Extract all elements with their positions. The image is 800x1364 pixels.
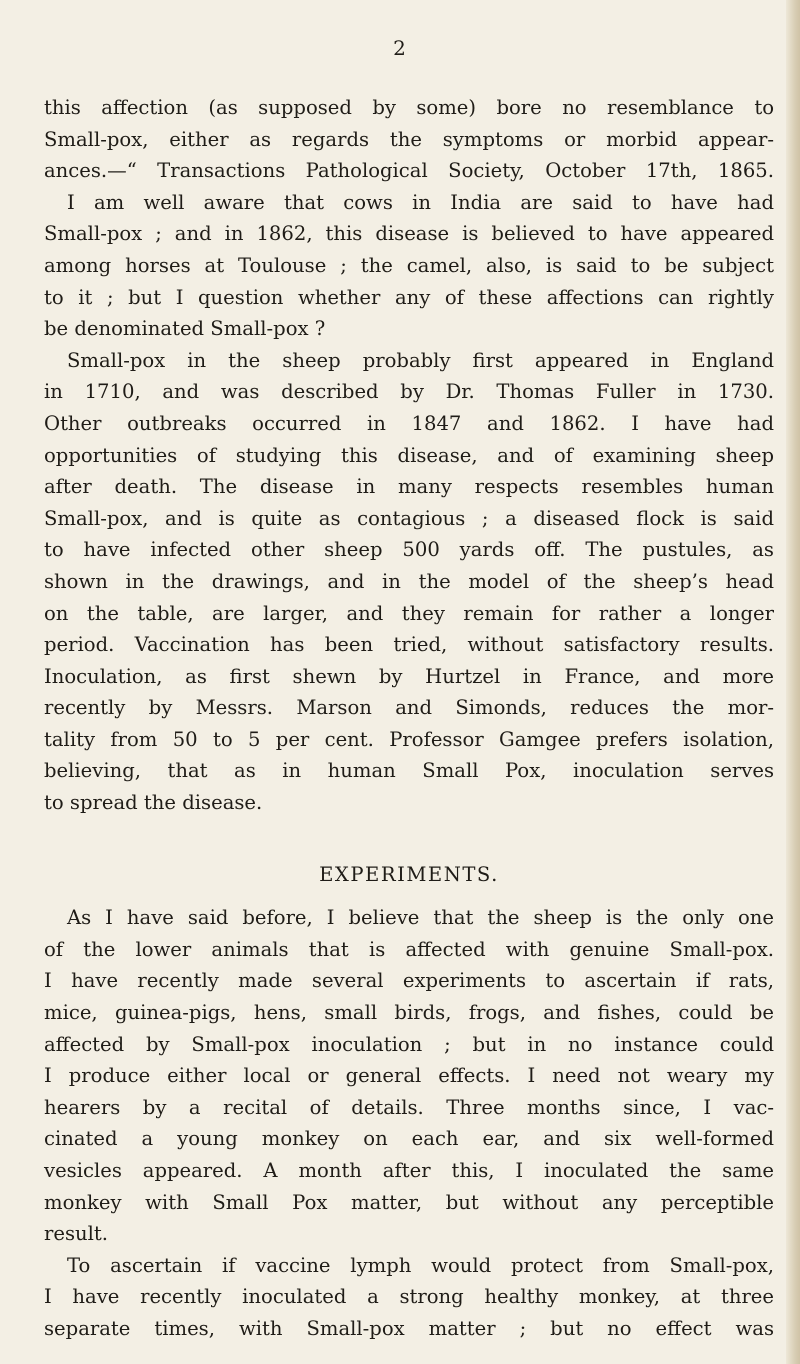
text-line: this affection (as supposed by some) bore no resemblance to [44,96,774,119]
spacer [44,819,774,859]
text-line: recently by Messrs. Marson and Simonds, reduces the mor- [44,696,774,720]
text-line: in 1710, and was described by Dr. Thomas Fuller in 1730. [44,380,774,404]
text-line: period. Vaccination has been tried, without satisfactory results. [44,633,774,657]
text-line: to spread the disease. [44,791,263,815]
paragraph-4 [44,1250,774,1345]
text-line: Small-pox, and is quite as contagious ; a diseased flock is said [44,506,774,530]
text-line: of the lower animals that is affected with genuine Small-pox. [44,937,774,961]
text-line: result. [44,1222,109,1246]
text-line: Inoculation, as first shewn by Hurtzel in France, and more [44,664,774,688]
text-line: I produce either local or general effects. I need not weary my [44,1064,774,1088]
spacer [44,890,774,902]
page-edge-shadow [786,0,800,1364]
text-line: to it ; but I question whether any of these affections can rightly [44,285,774,309]
text-line: Small-pox, either as regards the symptoms or morbid appear- [44,127,774,151]
text-line: believing, that as in human Small Pox, inoculation serves [44,759,774,783]
text-line: be denominated Small-pox ? [44,317,326,341]
text-line: among horses at Toulouse ; the camel, also, is said to be subject [44,253,774,277]
text-line: Small-pox in the sheep probably first appeared in England [67,348,774,372]
text-line: hearers by a recital of details. Three months since, I vac- [44,1095,774,1119]
paragraph-2 [44,345,774,819]
text-line: on the table, are larger, and they remain for rather a longer [44,601,774,625]
text-line: I have recently made several experiments to ascertain if rats, [44,969,774,993]
text-line: shown in the drawings, and in the model of the sheep’s head [44,569,774,593]
text-line: mice, guinea-pigs, hens, small birds, frogs, and fishes, could be [44,1001,774,1025]
page-number: 2 [393,36,407,60]
text-line: opportunities of studying this disease, and of examining sheep [44,443,774,467]
text-line: I have recently inoculated a strong healthy monkey, at three [44,1285,774,1309]
text-line: after death. The disease in many respects resembles human [44,475,774,499]
text-line: monkey with Small Pox matter, but without any perceptible [44,1190,774,1214]
text-line: to have infected other sheep 500 yards off. The pustules, as [44,538,774,562]
text-line: I am well aware that cows in India are said to have had [67,190,774,214]
paragraph-3 [44,902,774,1250]
text-line: separate times, with Small-pox matter ; but no effect was [44,1316,774,1340]
text-line: Small-pox ; and in 1862, this disease is believed to have appeared [44,222,774,246]
text-line: tality from 50 to 5 per cent. Professor Gamgee prefers isolation, [44,727,774,751]
document-body [44,92,774,1345]
section-heading: EXPERIMENTS. [319,862,499,886]
text-line: As I have said before, I believe that the sheep is the only one [67,906,774,930]
text-line: affected by Small-pox inoculation ; but in no instance could [44,1032,774,1056]
text-line: To ascertain if vaccine lymph would protect from Small-pox, [67,1253,774,1277]
text-line: cinated a young monkey on each ear, and six well-formed [44,1127,774,1151]
text-line: vesicles appeared. A month after this, I inoculated the same [44,1159,774,1182]
text-line: Other outbreaks occurred in 1847 and 1862. I have had [44,411,774,435]
text-line: ances.—“ Transactions Pathological Society, October 17th, 1865. [44,159,774,183]
paragraph-1 [44,92,774,345]
